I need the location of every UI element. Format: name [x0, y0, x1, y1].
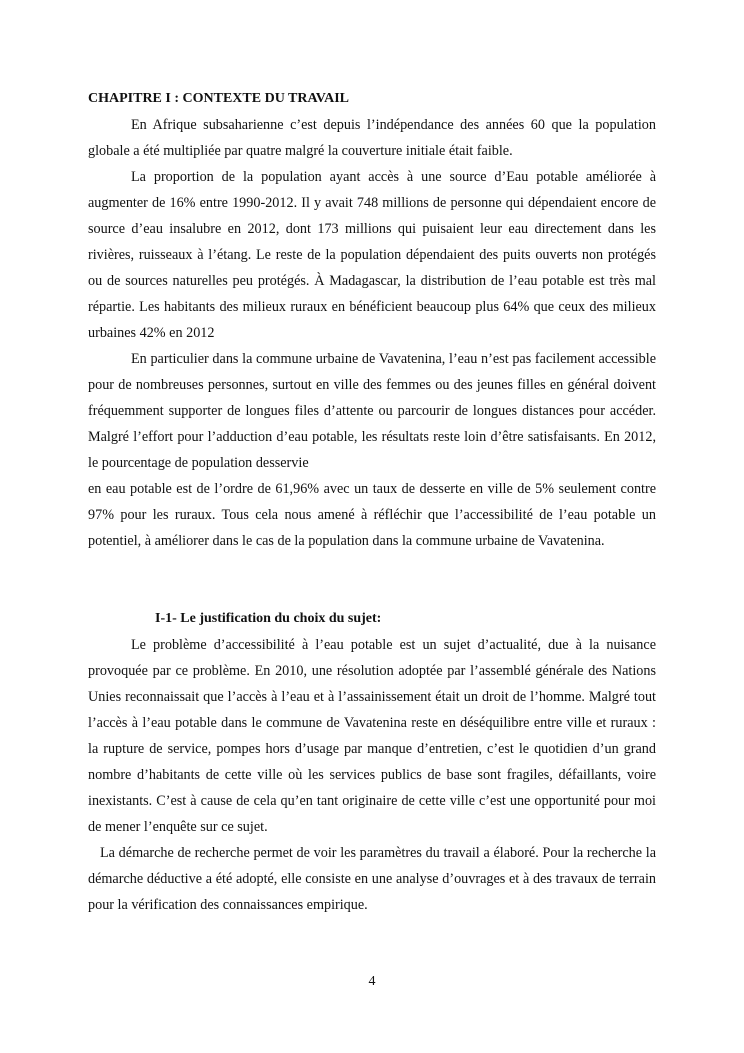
page-number: 4: [368, 974, 376, 989]
paragraph-intro: En Afrique subsaharienne c’est depuis l’indépendance des années 60 que la population globale a été multipliée par quatre malgré la couverture initiale était faible.: [88, 117, 656, 159]
section-spacer: [88, 554, 656, 606]
chapter-title: CHAPITRE I : CONTEXTE DU TRAVAIL: [88, 91, 350, 106]
paragraph-vavatenina: En particulier dans la commune urbaine de Vavatenina, l’eau n’est pas facilement accessible pour de nombreuses personnes, surtout en ville des femmes ou des jeunes filles en général doivent fréquemment supporter de longues files d’attente ou parcourir de longues distances pour accéder. Malgré l’effort pour l’adduction d’eau potable, les résultats reste loin d’être satisfaisants. En 2012, le pourcentage de population desservie: [88, 351, 656, 471]
section-title: I-1- Le justification du choix du sujet:: [155, 611, 382, 626]
document-page: [88, 86, 656, 918]
paragraph-demarche: La démarche de recherche permet de voir les paramètres du travail a élaboré. Pour la recherche la démarche déductive a été adopté, elle consiste en une analyse d’ouvrages et à des travaux de terrain pour la vérification des connaissances empirique.: [88, 845, 656, 913]
paragraph-desserte: en eau potable est de l’ordre de 61,96% avec un taux de desserte en ville de 5% seulement contre 97% pour les ruraux. Tous cela nous amené à réfléchir que l’accessibilité de l’eau potable un potentiel, à améliorer dans le cas de la population dans la commune urbaine de Vavatenina.: [88, 481, 656, 549]
paragraph-justification: Le problème d’accessibilité à l’eau potable est un sujet d’actualité, due à la nuisance provoquée par ce problème. En 2010, une résolution adoptée par l’assemblé générale des Nations Unies reconnaissait que l’accès à l’eau et à l’assainissement était un droit de l’homme. Malgré tout l’accès à l’eau potable dans le commune de Vavatenina reste en déséquilibre entre ville et ruraux : la rupture de service, pompes hors d’usage par manque d’entretien, c’est le quotidien d’un grand nombre d’habitants de cette ville où les services publics de base sont fragiles, défaillants, voire inexistants. C’est à cause de cela qu’en tant originaire de cette ville c’est une opportunité pour moi de mener l’enquête sur ce sujet.: [88, 637, 656, 835]
paragraph-water-access: La proportion de la population ayant accès à une source d’Eau potable améliorée à augmenter de 16% entre 1990-2012. Il y avait 748 millions de personne qui dépendaient encore de source d’eau insalubre en 2012, dont 173 millions qui puisaient leur eau directement dans les rivières, ruisseaux à l’étang. Le reste de la population dépendaient des puits ouverts non protégés ou de sources naturelles peu protégés. À Madagascar, la distribution de l’eau potable est très mal répartie. Les habitants des milieux ruraux en bénéficient beaucoup plus 64% que ceux des milieux urbaines 42% en 2012: [88, 169, 656, 341]
